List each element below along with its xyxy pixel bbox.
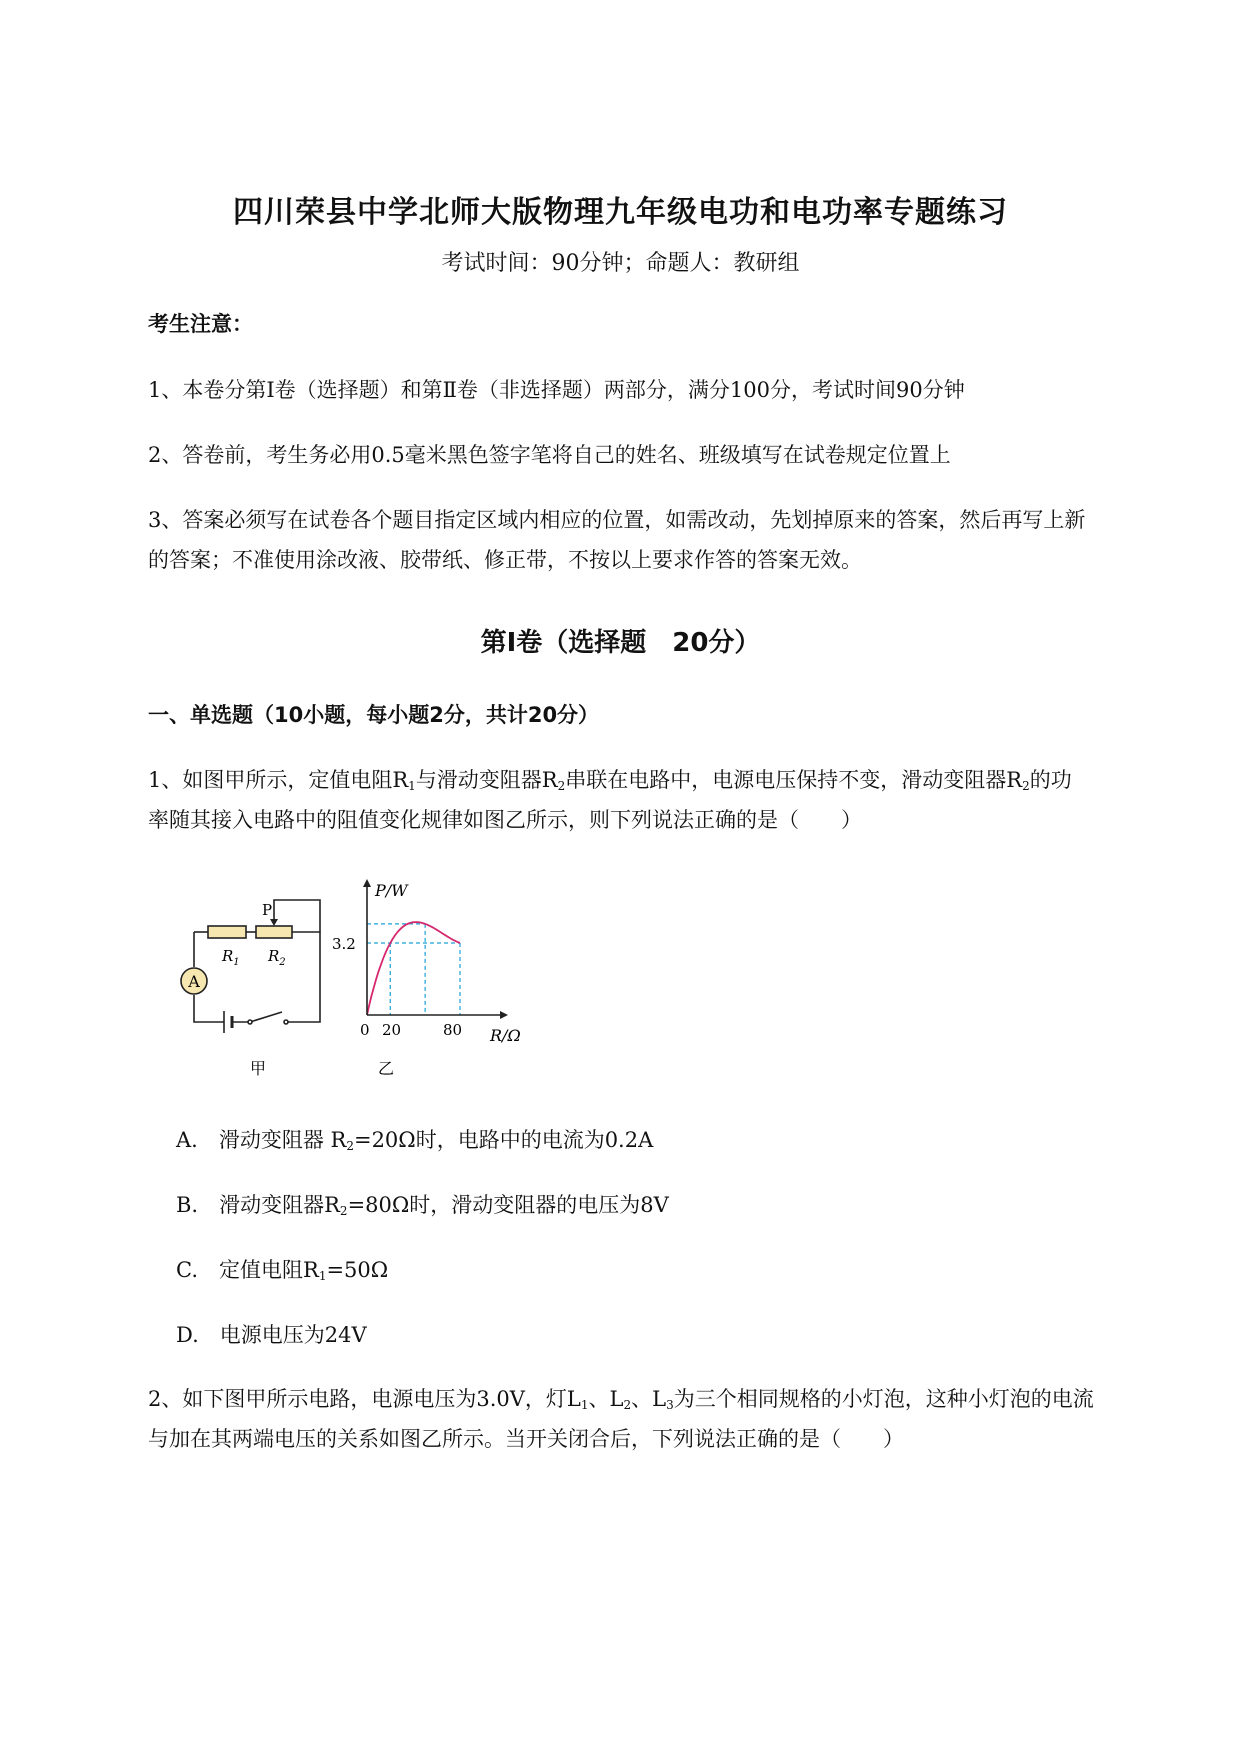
q1-line-1 bbox=[148, 762, 1138, 804]
resistor-r2 bbox=[256, 926, 292, 938]
chart-guides bbox=[367, 924, 460, 1015]
label-p: P bbox=[262, 901, 273, 919]
x-tick-20: 20 bbox=[382, 1021, 402, 1039]
q2-sub-2: 2 bbox=[623, 1398, 632, 1412]
x-tick-0: 0 bbox=[360, 1021, 370, 1039]
resistor-r1 bbox=[208, 926, 246, 938]
q1-option-c-post: =50Ω bbox=[326, 1258, 389, 1282]
q1-sub-3: 2 bbox=[1022, 779, 1030, 793]
q1-option-d[interactable]: D. 电源电压为24V bbox=[176, 1323, 367, 1347]
q2-text-b: 、L bbox=[588, 1387, 624, 1411]
svg-text:R1 bbox=[221, 947, 240, 968]
doc-title: 四川荣县中学北师大版物理九年级电功和电功率专题练习 bbox=[233, 195, 1008, 230]
q1-option-c-pre: C. 定值电阻R bbox=[176, 1258, 319, 1282]
q1-option-c-sub: 1 bbox=[318, 1269, 327, 1283]
power-chart bbox=[330, 873, 540, 1078]
x-tick-80: 80 bbox=[443, 1021, 463, 1039]
label-r2: R bbox=[268, 947, 280, 965]
switch-pivot bbox=[248, 1020, 252, 1024]
caption-left: 甲 bbox=[249, 1059, 267, 1078]
wire-left-bottom bbox=[194, 995, 224, 1022]
q2-text-c: 、L bbox=[631, 1387, 667, 1411]
x-axis-label: R/Ω bbox=[490, 1026, 521, 1045]
slider-arrow bbox=[270, 919, 278, 926]
notice-item-3-cont: 的答案；不准使用涂改液、胶带纸、修正带，不按以上要求作答的答案无效。 bbox=[148, 548, 862, 572]
circuit-figure bbox=[170, 885, 340, 1080]
q1-text-a: 1、如图甲所示，定值电阻R bbox=[148, 768, 409, 792]
part-heading: 一、单选题（10小题，每小题2分，共计20分） bbox=[148, 703, 600, 727]
q1-sub-2: 2 bbox=[557, 779, 566, 793]
notice-item-1: 1、本卷分第Ⅰ卷（选择题）和第Ⅱ卷（非选择题）两部分，满分100分，考试时间90分钟 bbox=[148, 378, 965, 402]
switch-blade bbox=[250, 1012, 282, 1022]
q1-option-b-sub: 2 bbox=[339, 1204, 348, 1218]
q2-text-a: 2、如下图甲所示电路，电源电压为3.0V，灯L bbox=[148, 1387, 581, 1411]
label-a: A bbox=[188, 972, 200, 991]
q1-line-2: 率随其接入电路中的阻值变化规律如图乙所示，则下列说法正确的是（ ） bbox=[148, 808, 862, 832]
q1-option-a-pre: A. 滑动变阻器 R bbox=[176, 1128, 347, 1152]
q1-option-b-post: =80Ω时，滑动变阻器的电压为8V bbox=[347, 1193, 669, 1217]
q1-text-d: 的功 bbox=[1029, 768, 1072, 792]
label-r1: R bbox=[222, 947, 234, 965]
q1-option-a-post: =20Ω时，电路中的电流为0.2A bbox=[353, 1128, 654, 1152]
q1-sub-1: 1 bbox=[408, 779, 416, 793]
y-tick-label: 3.2 bbox=[332, 935, 356, 953]
q1-text-b: 与滑动变阻器R bbox=[415, 768, 558, 792]
q2-line-2: 与加在其两端电压的关系如图乙所示。当开关闭合后，下列说法正确的是（ ） bbox=[148, 1427, 904, 1451]
y-axis-arrow bbox=[363, 879, 371, 887]
notice-heading: 考生注意： bbox=[148, 312, 253, 336]
power-curve bbox=[367, 922, 460, 1015]
section-title: 第Ⅰ卷（选择题 20分） bbox=[480, 628, 761, 658]
wire-right bbox=[288, 932, 320, 1022]
notice-item-3: 3、答案必须写在试卷各个题目指定区域内相应的位置，如需改动，先划掉原来的答案，然后再写上新 bbox=[148, 508, 1086, 532]
x-axis-arrow bbox=[500, 1011, 508, 1019]
q2-sub-1: 1 bbox=[580, 1398, 589, 1412]
label-r2-sub: 2 bbox=[279, 957, 286, 968]
q1-option-c[interactable] bbox=[176, 1252, 388, 1294]
svg-text:R2 bbox=[267, 947, 286, 968]
q2-text-d: 为三个相同规格的小灯泡，这种小灯泡的电流 bbox=[673, 1387, 1094, 1411]
q1-text-c: 串联在电路中，电源电压保持不变，滑动变阻器R bbox=[565, 768, 1023, 792]
notice-item-2: 2、答卷前，考生务必用0.5毫米黑色签字笔将自己的姓名、班级填写在试卷规定位置上 bbox=[148, 443, 951, 467]
q2-sub-3: 3 bbox=[666, 1398, 674, 1412]
caption-right: 乙 bbox=[377, 1059, 395, 1078]
doc-subtitle: 考试时间：90分钟；命题人：教研组 bbox=[441, 251, 800, 276]
q1-option-b[interactable] bbox=[176, 1187, 669, 1229]
q1-option-a[interactable] bbox=[176, 1122, 653, 1164]
label-r1-sub: 1 bbox=[233, 957, 240, 968]
q1-option-a-sub: 2 bbox=[346, 1139, 354, 1153]
y-axis-label: P/W bbox=[375, 881, 408, 900]
q2-line-1 bbox=[148, 1381, 1138, 1423]
switch-contact bbox=[284, 1020, 288, 1024]
q1-option-b-pre: B. 滑动变阻器R bbox=[176, 1193, 340, 1217]
